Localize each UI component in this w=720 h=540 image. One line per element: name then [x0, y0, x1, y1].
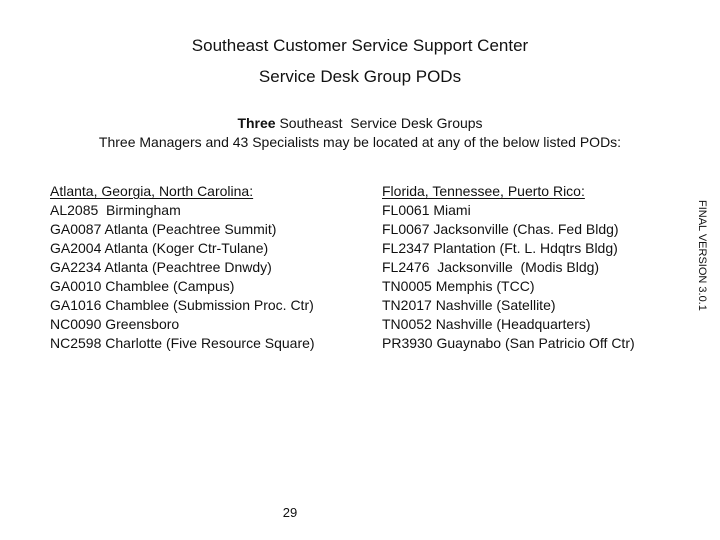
pod-list-item: GA0010 Chamblee (Campus)	[50, 278, 235, 294]
pod-list-item: TN0005 Memphis (TCC)	[382, 278, 535, 294]
pod-list-item: GA2234 Atlanta (Peachtree Dnwdy)	[50, 259, 272, 275]
pod-list-item: GA2004 Atlanta (Koger Ctr-Tulane)	[50, 240, 269, 256]
pod-list-item: FL2476 Jacksonville (Modis Bldg)	[382, 259, 600, 275]
pod-list-heading-right: Florida, Tennessee, Puerto Rico:	[382, 183, 585, 199]
page-title: Southeast Customer Service Support Center	[191, 36, 529, 55]
pod-list-left	[50, 182, 370, 353]
pod-list-heading-left: Atlanta, Georgia, North Carolina:	[50, 183, 254, 199]
pod-list-item: AL2085 Birmingham	[50, 202, 181, 218]
page-subtitle: Service Desk Group PODs	[258, 67, 462, 86]
pod-list-item: NC2598 Charlotte (Five Resource Square)	[50, 335, 315, 351]
pod-list-item: GA0087 Atlanta (Peachtree Summit)	[50, 221, 277, 237]
pod-list-item: NC0090 Greensboro	[50, 316, 180, 332]
pod-list-item: PR3930 Guaynabo (San Patricio Off Ctr)	[382, 335, 635, 351]
intro-line-staff: Three Managers and 43 Specialists may be located at any of the below listed PODs:	[98, 134, 622, 150]
intro-groups-text: Southeast Service Desk Groups	[275, 115, 483, 131]
pod-list-item: TN2017 Nashville (Satellite)	[382, 297, 556, 313]
page-number: 29	[282, 505, 298, 520]
pod-list-right	[382, 182, 702, 353]
pod-list-item: GA1016 Chamblee (Submission Proc. Ctr)	[50, 297, 314, 313]
pod-list-item: FL2347 Plantation (Ft. L. Hdqtrs Bldg)	[382, 240, 618, 256]
pod-list-item: FL0061 Miami	[382, 202, 471, 218]
intro-line-groups	[0, 114, 720, 133]
version-note: FINAL VERSION 3.0.1	[696, 200, 708, 311]
pod-list-item: TN0052 Nashville (Headquarters)	[382, 316, 591, 332]
pod-list-item: FL0067 Jacksonville (Chas. Fed Bldg)	[382, 221, 619, 237]
intro-bold-word: Three	[237, 115, 276, 131]
